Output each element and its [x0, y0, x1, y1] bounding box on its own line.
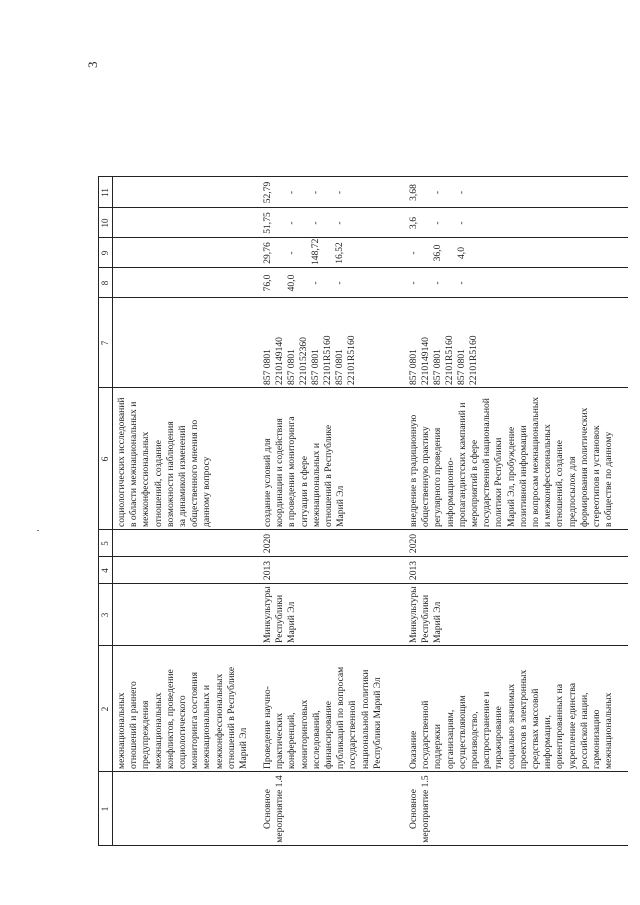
row2-activity-number: Основное мероприятие 1.5	[408, 775, 432, 843]
row2-value-c8-3: -	[456, 281, 467, 285]
column-divider	[98, 556, 628, 557]
row2-value-c11-3: -	[456, 190, 467, 195]
row2-value-c11-2: -	[432, 190, 443, 195]
row1-value-c9-3: 148,72	[310, 238, 321, 265]
rotated-table-container	[98, 86, 628, 846]
row1-budget-code-4: 857 0801 22101R5160	[334, 335, 358, 385]
row1-budget-code-2: 857 0801 2210152360	[286, 337, 310, 385]
column-header-11: 11	[100, 188, 110, 197]
scan-artifact-dot	[37, 530, 39, 531]
table	[98, 86, 628, 846]
row1-description: Проведение научно- практических конференций, мониторинговых исследований, финансирование публикаций по вопросам государственной национальной политики Республики Марий Эл	[262, 666, 383, 769]
row1-value-c10-3: -	[310, 221, 321, 225]
row2-value-c10-2: -	[432, 221, 443, 225]
row1-executor: Минкультуры Республики Марий Эл	[262, 586, 298, 643]
row1-value-c8-4: -	[334, 281, 345, 285]
row1-expected-result: создание условий для координации и содействия в проведении мониторинга ситуации в сфере межнациональных и отношений в Республике Марий Эл	[262, 416, 347, 527]
table-border-right	[98, 176, 628, 177]
row1-value-c9-1: 29,76	[262, 242, 273, 264]
row2-value-c8-2: -	[432, 281, 443, 285]
row1-budget-code-3: 857 0801 22101R5160	[310, 335, 334, 385]
row2-end-year: 2020	[408, 533, 419, 554]
row1-value-c10-2: -	[286, 221, 297, 225]
column-header-3: 3	[100, 612, 110, 618]
row1-end-year: 2020	[262, 533, 273, 554]
column-header-7: 7	[100, 340, 110, 346]
row2-start-year: 2013	[408, 560, 419, 581]
column-header-9: 9	[100, 250, 110, 256]
row0-description: межнациональных отношений и раннего предупреждения межнациональных конфликтов, проведение социологического мониторинга состояния межнациональных и межконфессиональных отношений в Республике Марий Эл	[116, 666, 250, 769]
row2-value-c9-3: 4,0	[456, 247, 467, 259]
header-divider	[112, 177, 113, 846]
row2-value-c10-3: -	[456, 221, 467, 225]
row2-budget-code-1: 857 0801 2210149140	[408, 337, 432, 385]
column-divider	[98, 207, 628, 208]
row2-value-c8-1: -	[408, 281, 419, 285]
row1-value-c11-2: -	[286, 190, 297, 195]
row2-budget-code-2: 857 0801 22101R5160	[432, 335, 456, 385]
row1-value-c11-4: -	[334, 190, 345, 195]
row1-value-c11-3: -	[310, 190, 321, 195]
column-divider	[98, 583, 628, 584]
row1-value-c9-4: 16,52	[334, 242, 345, 264]
row1-value-c10-4: -	[334, 221, 345, 225]
row1-start-year: 2013	[262, 560, 273, 581]
column-header-2: 2	[100, 706, 110, 712]
column-header-5: 5	[100, 541, 110, 546]
row1-value-c8-1: 76,0	[262, 274, 273, 292]
row1-value-c8-3: -	[310, 281, 321, 285]
row2-value-c9-2: 36,0	[432, 244, 443, 262]
row0-expected-result: социологических исследований в области межнациональных и межконфессиональных отношений, создание возможности наблюдения за динамикой изменений общественного мнения по данному вопросу	[116, 397, 213, 527]
row2-value-c10-1: 3,6	[408, 217, 419, 229]
row1-activity-number: Основное мероприятие 1.4	[262, 775, 286, 843]
column-header-10: 10	[100, 218, 110, 228]
column-header-4: 4	[100, 568, 110, 573]
row1-budget-code-1: 857 0801 2210149140	[262, 337, 286, 385]
row2-executor: Минкультуры Республики Марий Эл	[408, 586, 444, 643]
row1-value-c10-1: 51,75	[262, 212, 273, 234]
column-header-8: 8	[100, 280, 110, 286]
row2-budget-code-3: 857 0801 22101R5160	[456, 335, 480, 385]
row1-value-c9-2: -	[286, 251, 297, 255]
row2-value-c9-1: -	[408, 251, 419, 255]
page-number: 3	[85, 61, 100, 68]
column-divider	[98, 237, 628, 238]
row1-value-c8-2: 40,0	[286, 274, 297, 292]
row2-description: Оказание государственной поддержки организациям, осуществляющим производство, распространение и тиражирование социально значимых проектов в электронных средствах массовой информации, ориентированных на укрепление единства российской нации, гармонизацию межнациональных	[408, 669, 615, 769]
row1-value-c11-1: 52,79	[262, 181, 273, 204]
column-divider	[98, 267, 628, 268]
column-header-1: 1	[100, 806, 110, 812]
column-divider	[98, 297, 628, 298]
row2-value-c11-1: 3,68	[408, 184, 419, 201]
table-border-left	[98, 845, 628, 846]
row2-expected-result: внедрение в традиционную общественную практику регулярного проведения информационно- пропагандистских кампаний и мероприятий в сфере государственной национальной политики Республики Марий Эл, пробуждение позитивной информации по вопросам межнациональных и межконфессиональных отношений, создание предпосылок для формирования политических стереотипов и установок в обществе по данному	[408, 396, 615, 527]
column-header-6: 6	[100, 456, 110, 462]
